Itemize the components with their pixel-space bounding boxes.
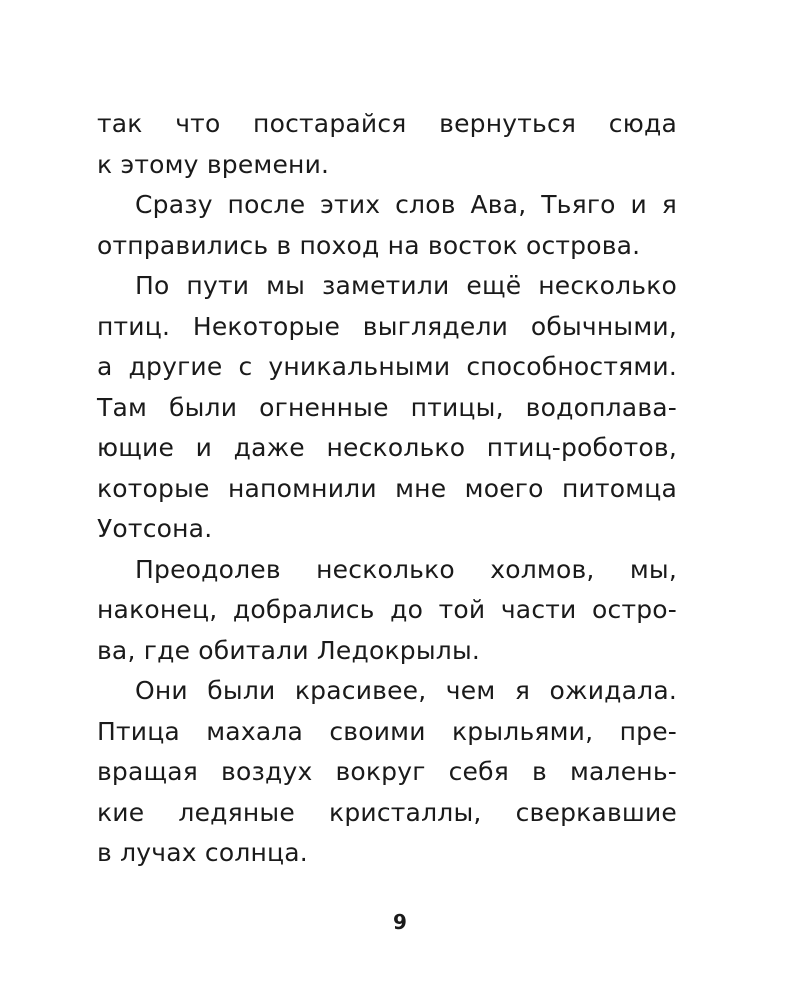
text-line: к этому времени. <box>97 149 330 179</box>
text-line: птиц. Некоторые выглядели обычными, <box>97 311 677 341</box>
text-line: ющие и даже несколько птиц-роботов, <box>97 433 677 462</box>
text-line: Сразу после этих слов Ава, Тьяго и я <box>135 190 677 219</box>
text-line: так что постарайся вернуться сюда <box>97 109 677 138</box>
text-line: вращая воздух вокруг себя в малень- <box>97 757 677 786</box>
text-line: отправились в поход на восток острова. <box>97 230 641 260</box>
text-line: Преодолев несколько холмов, мы, <box>135 554 677 584</box>
text-line: Птица махала своими крыльями, пре- <box>97 716 677 746</box>
text-line: в лучах солнца. <box>97 838 308 867</box>
text-line: Они были красивее, чем я ожидала. <box>135 676 677 705</box>
text-line: наконец, добрались до той части остро- <box>97 595 677 624</box>
text-line: которые напомнили мне моего питомца <box>97 473 677 503</box>
text-line: а другие с уникальными способностями. <box>97 352 677 381</box>
text-line: Уотсона. <box>97 514 213 543</box>
text-line: Там были огненные птицы, водоплава- <box>97 392 677 422</box>
text-line: По пути мы заметили ещё несколько <box>135 271 677 300</box>
body-text <box>97 104 677 874</box>
page-number: 9 <box>393 910 407 934</box>
text-line: ва, где обитали Ледокрылы. <box>97 635 481 665</box>
text-line: кие ледяные кристаллы, сверкавшие <box>97 797 677 827</box>
